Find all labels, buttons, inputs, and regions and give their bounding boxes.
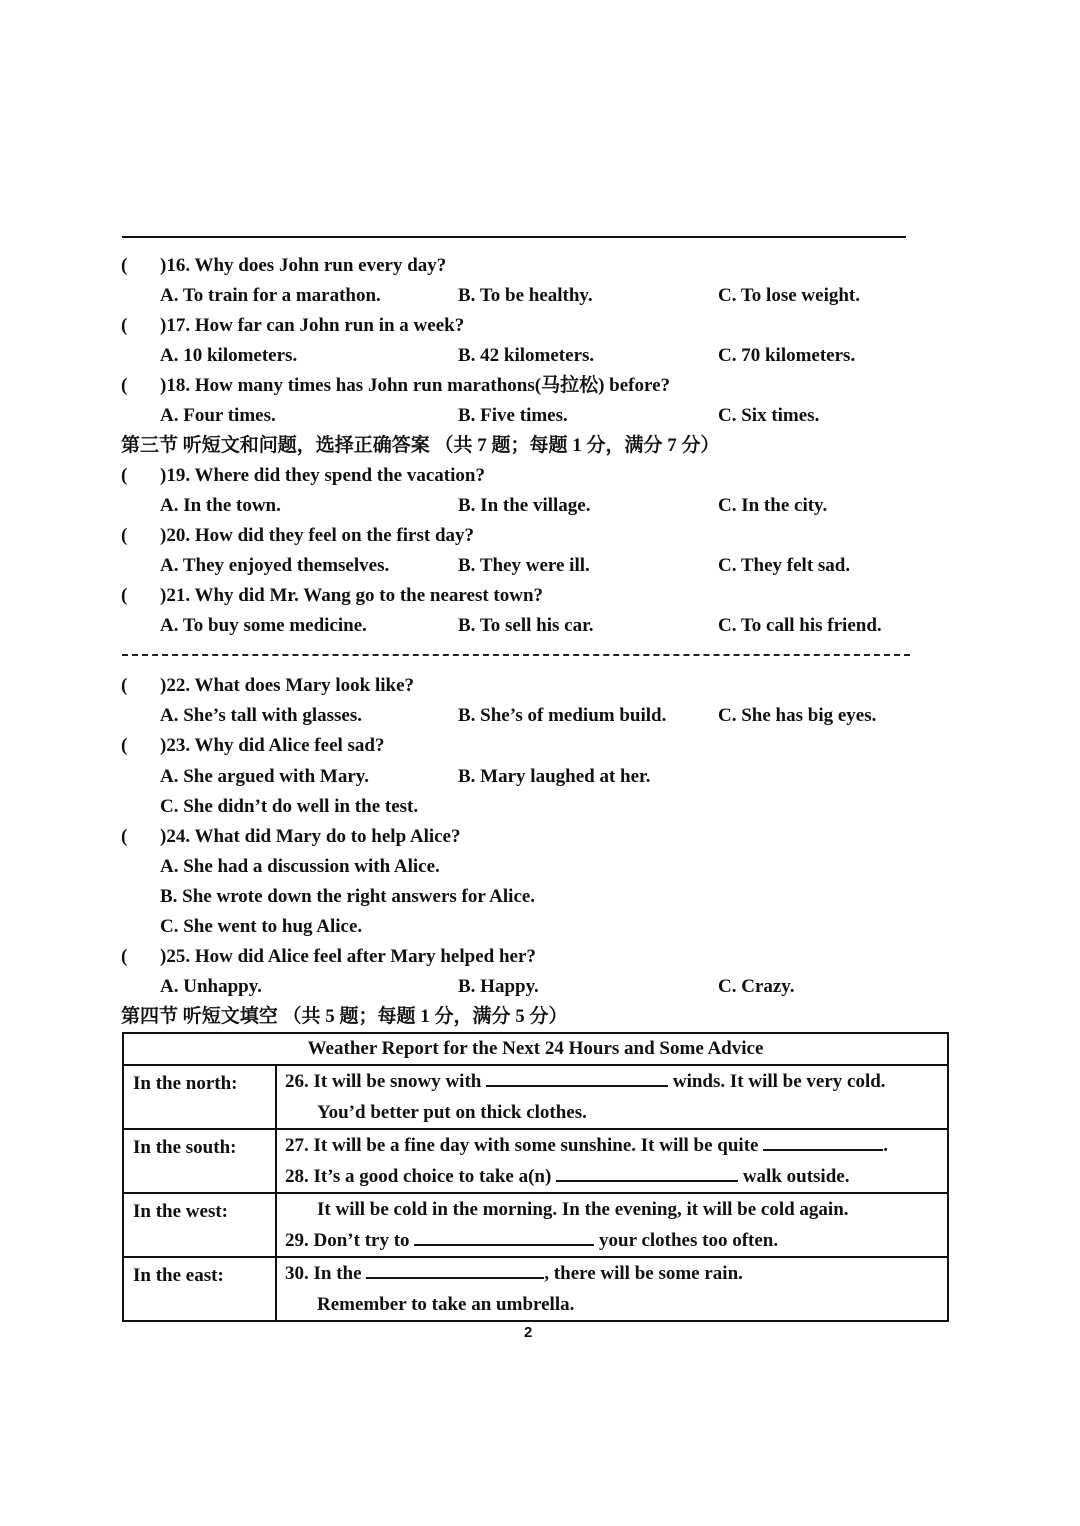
info-line — [285, 1066, 947, 1097]
answer-paren[interactable]: ( — [121, 315, 128, 336]
answer-paren[interactable]: ( — [121, 375, 128, 396]
option-a: A. Four times. — [160, 405, 276, 426]
question-stem: )22. What does Mary look like? — [160, 675, 415, 696]
option-b: B. She wrote down the right answers for Alice. — [160, 886, 536, 907]
table-row-south — [123, 1129, 948, 1193]
answer-paren[interactable]: ( — [121, 946, 128, 967]
info-cell — [276, 1065, 948, 1129]
option-a: A. They enjoyed themselves. — [160, 555, 390, 576]
option-b: B. They were ill. — [458, 555, 590, 576]
answer-paren[interactable]: ( — [121, 675, 128, 696]
blank-suffix: walk outside. — [742, 1166, 850, 1187]
question-stem: )17. How far can John run in a week? — [160, 315, 465, 336]
option-b: B. Mary laughed at her. — [458, 766, 651, 787]
option-a: A. She’s tall with glasses. — [160, 705, 362, 726]
region-cell — [123, 1065, 276, 1129]
info-line — [285, 1161, 947, 1192]
option-a: A. She argued with Mary. — [160, 766, 369, 787]
table-heading: Weather Report for the Next 24 Hours and Some Advice — [123, 1033, 948, 1065]
option-c: C. In the city. — [718, 495, 828, 516]
section-4-heading: 第四节 听短文填空 （共 5 题；每题 1 分，满分 5 分） — [121, 1006, 568, 1027]
info-line: You’d better put on thick clothes. — [317, 1102, 587, 1123]
option-c: C. She didn’t do well in the test. — [160, 796, 419, 817]
option-a: A. 10 kilometers. — [160, 345, 298, 366]
option-c: C. She has big eyes. — [718, 705, 877, 726]
region-label: In the west: — [133, 1201, 228, 1222]
option-c: C. To lose weight. — [718, 285, 860, 306]
table-row-east — [123, 1257, 948, 1321]
answer-paren[interactable]: ( — [121, 525, 128, 546]
blank-suffix: winds. It will be very cold. — [672, 1071, 886, 1092]
question-stem: )23. Why did Alice feel sad? — [160, 735, 385, 756]
weather-report-table — [122, 1032, 949, 1322]
blank-prefix: 26. It will be snowy with — [285, 1071, 482, 1092]
answer-paren[interactable]: ( — [121, 465, 128, 486]
blank-suffix: your clothes too often. — [599, 1230, 779, 1251]
blank-suffix: , there will be some rain. — [544, 1263, 743, 1284]
answer-blank-27[interactable] — [763, 1131, 883, 1151]
blank-prefix: 30. In the — [285, 1263, 362, 1284]
option-c: C. 70 kilometers. — [718, 345, 856, 366]
option-a: A. To buy some medicine. — [160, 615, 367, 636]
info-cell — [276, 1257, 948, 1321]
answer-blank-26[interactable] — [486, 1067, 668, 1087]
answer-paren[interactable]: ( — [121, 255, 128, 276]
option-b: B. To sell his car. — [458, 615, 594, 636]
option-a: A. She had a discussion with Alice. — [160, 856, 440, 877]
answer-paren[interactable]: ( — [121, 735, 128, 756]
table-row-north — [123, 1065, 948, 1129]
blank-suffix: . — [883, 1135, 888, 1156]
option-b: B. She’s of medium build. — [458, 705, 667, 726]
page-number: 2 — [524, 1324, 533, 1341]
question-stem: )25. How did Alice feel after Mary helped her? — [160, 946, 536, 967]
answer-blank-30[interactable] — [366, 1259, 544, 1279]
section-3-heading: 第三节 听短文和问题，选择正确答案 （共 7 题；每题 1 分，满分 7 分） — [121, 435, 720, 456]
info-cell — [276, 1193, 948, 1257]
question-stem: )20. How did they feel on the first day? — [160, 525, 475, 546]
answer-paren[interactable]: ( — [121, 585, 128, 606]
info-line: It will be cold in the morning. In the evening, it will be cold again. — [317, 1199, 849, 1220]
question-stem: )24. What did Mary do to help Alice? — [160, 826, 461, 847]
option-b: B. In the village. — [458, 495, 591, 516]
option-a: A. Unhappy. — [160, 976, 262, 997]
region-label: In the south: — [133, 1137, 237, 1158]
region-cell — [123, 1193, 276, 1257]
region-cell — [123, 1129, 276, 1193]
blank-prefix: 28. It’s a good choice to take a(n) — [285, 1166, 552, 1187]
dashed-divider — [122, 654, 910, 656]
question-stem: )18. How many times has John run marathons(马拉松) before? — [160, 375, 671, 396]
option-c: C. Six times. — [718, 405, 820, 426]
info-line — [285, 1258, 947, 1289]
option-c: C. To call his friend. — [718, 615, 882, 636]
info-line — [285, 1130, 947, 1161]
answer-blank-29[interactable] — [414, 1226, 594, 1246]
option-b: B. To be healthy. — [458, 285, 593, 306]
blank-prefix: 27. It will be a fine day with some sunshine. It will be quite — [285, 1135, 759, 1156]
region-cell — [123, 1257, 276, 1321]
region-label: In the north: — [133, 1073, 238, 1094]
option-b: B. Five times. — [458, 405, 568, 426]
top-divider — [122, 236, 906, 238]
option-c: C. They felt sad. — [718, 555, 851, 576]
region-label: In the east: — [133, 1265, 224, 1286]
option-b: B. 42 kilometers. — [458, 345, 595, 366]
option-b: B. Happy. — [458, 976, 539, 997]
question-stem: )21. Why did Mr. Wang go to the nearest town? — [160, 585, 544, 606]
info-line — [285, 1225, 947, 1256]
info-line: Remember to take an umbrella. — [317, 1294, 575, 1315]
option-c: C. Crazy. — [718, 976, 795, 997]
option-a: A. To train for a marathon. — [160, 285, 381, 306]
option-a: A. In the town. — [160, 495, 281, 516]
answer-paren[interactable]: ( — [121, 826, 128, 847]
blank-prefix: 29. Don’t try to — [285, 1230, 410, 1251]
info-cell — [276, 1129, 948, 1193]
question-stem: )19. Where did they spend the vacation? — [160, 465, 485, 486]
question-stem: )16. Why does John run every day? — [160, 255, 447, 276]
option-c: C. She went to hug Alice. — [160, 916, 363, 937]
answer-blank-28[interactable] — [556, 1162, 738, 1182]
table-row-west — [123, 1193, 948, 1257]
